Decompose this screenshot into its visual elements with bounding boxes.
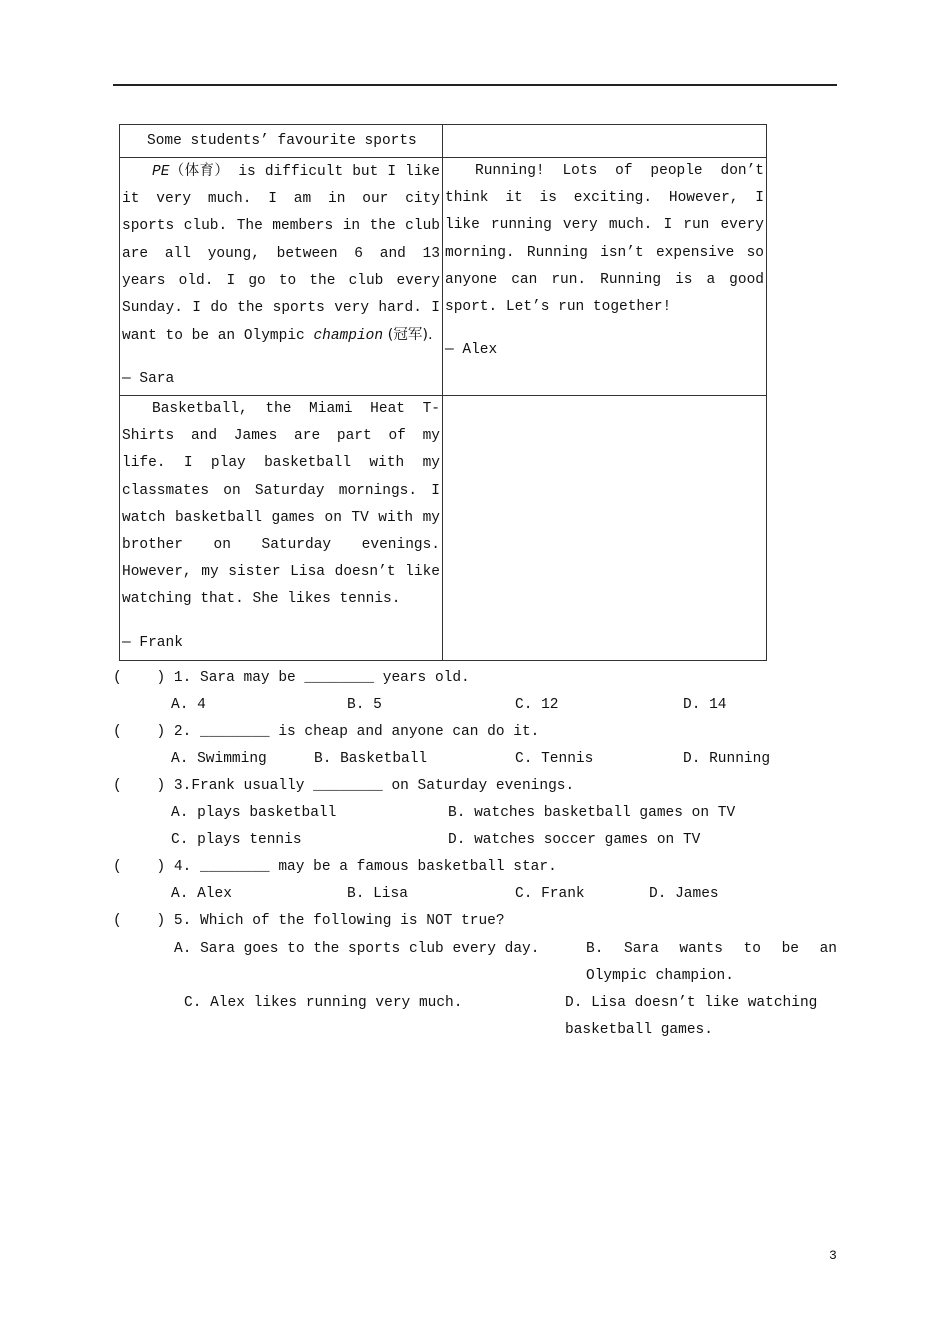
question-2: ( ) 2. ________ is cheap and anyone can do it. [113,724,540,740]
q5-option-c: C. Alex likes running very much. [184,995,463,1011]
champion-chinese: (冠军). [383,327,433,344]
pe-chinese: （体育） [169,163,230,179]
header-rule [113,84,837,86]
alex-text: Running! Lots of people don’t think it is exciting. However, I like running very much. I run every morning. Running isn’t expensive so anyone can run. Running is a good sport. Let’s run together! [445,163,764,316]
table-row [120,158,767,396]
question-1: ( ) 1. Sara may be ________ years old. [113,670,470,686]
sara-entry [120,158,443,396]
q2-option-b: B. Basketball [314,751,428,767]
question-3: ( ) 3.Frank usually ________ on Saturday evenings. [113,778,575,794]
q2-option-d: D. Running [683,751,771,767]
q5-option-b: B. Sara wants to be an Olympic champion. [586,941,837,984]
q5-option-d-line [565,990,837,1044]
alex-entry [443,158,767,396]
question-5: ( ) 5. Which of the following is NOT true? [113,913,505,929]
q3-option-a: A. plays basketball [171,805,337,821]
q2-option-a: A. Swimming [171,751,267,767]
q5-option-d: D. Lisa doesn’t like watching basketball games. [565,995,818,1038]
frank-entry [120,396,443,661]
frank-text: Basketball, the Miami Heat T-Shirts and James are part of my life. I play basketball with my classmates on Saturday mornings. I watch basketball games on TV with my brother on Saturday evenings. However, my sister Lisa doesn’t like watching that. She likes tennis. [122,401,440,608]
table-title: Some students’ favourite sports [120,125,443,158]
q1-option-c: C. 12 [515,697,559,713]
q5-option-b-line [586,936,837,990]
pe-term: PE [152,164,170,180]
q3-option-b: B. watches basketball games on TV [448,805,736,821]
table-header-row [120,125,767,158]
q2-option-c: C. Tennis [515,751,594,767]
q3-option-c: C. plays tennis [171,832,302,848]
q4-option-a: A. Alex [171,886,232,902]
alex-signature: — Alex [445,342,498,359]
sports-table [119,124,767,661]
sara-signature: — Sara [122,371,175,388]
sara-text [122,158,440,350]
page-number: 3 [829,1248,837,1263]
sara-body: is difficult but I like it very much. I am in our city sports club. The members in the club are all young, between 6 and 13 years old. I go to the club every Sunday. I do the sports very hard. I want to be an Olympic [122,164,440,345]
q4-option-c: C. Frank [515,886,585,902]
frank-signature: — Frank [122,634,183,651]
q1-option-b: B. 5 [347,697,382,713]
q1-option-d: D. 14 [683,697,727,713]
q3-option-d: D. watches soccer games on TV [448,832,701,848]
question-4: ( ) 4. ________ may be a famous basketball star. [113,859,557,875]
table-header-blank [443,125,767,158]
q5-option-a: A. Sara goes to the sports club every day. [174,941,540,957]
champion-term: champion [313,328,384,345]
q4-option-d: D. James [649,886,719,902]
q4-option-b: B. Lisa [347,886,408,902]
table-row [120,396,767,661]
empty-cell [443,396,767,661]
q1-option-a: A. 4 [171,697,206,713]
